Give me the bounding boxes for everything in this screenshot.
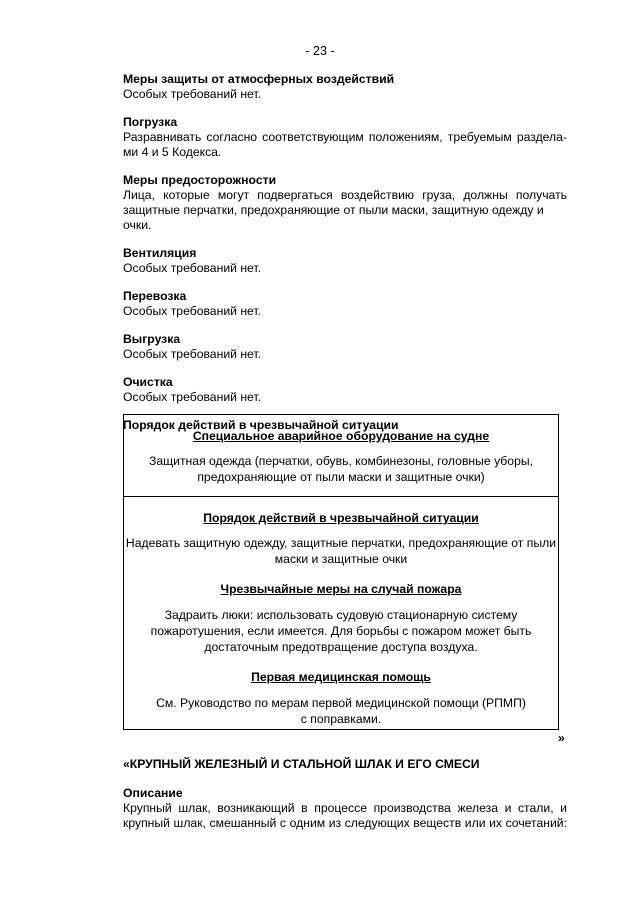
section-title: Вентиляция — [123, 246, 197, 260]
section-text: ми 4 и 5 Кодекса. — [123, 145, 222, 159]
section-text: Особых требований нет. — [123, 347, 262, 361]
emergency-heading: Порядок действий в чрезвычайной ситуации — [123, 418, 399, 432]
first-aid-text: См. Руководство по мерам первой медицинской помощи (РПМП) — [156, 696, 526, 710]
section-title: Выгрузка — [123, 332, 181, 346]
description-text: Крупный шлак, возникающий в процессе производства железа и стали, и — [123, 801, 567, 815]
equipment-panel — [124, 415, 558, 497]
equipment-text: предохраняющие от пыли маски и защитные очки) — [197, 470, 485, 484]
fire-text: пожаротушения, если имеется. Для борьбы с пожаром может быть — [150, 624, 532, 638]
procedure-text: Надевать защитную одежду, защитные перчатки, предохраняющие от пыли — [125, 536, 557, 550]
section-text: Лица, которые могут подвергаться воздействию груза, должны получать — [123, 188, 567, 202]
first-aid-text: с поправками. — [300, 712, 382, 726]
section-title: Меры предосторожности — [123, 173, 277, 187]
equipment-heading: Специальное аварийное оборудование на судне — [192, 429, 490, 443]
section-text: Особых требований нет. — [123, 390, 262, 404]
section-title: Перевозка — [123, 289, 187, 303]
section-text: защитные перчатки, предохраняющие от пыли маски, защитную одежду и очки. — [123, 203, 544, 232]
fire-text: достаточным предотвращение доступа воздуха. — [204, 640, 478, 654]
description-text: крупный шлак, смешанный с одним из следующих веществ или их сочетаний: — [123, 816, 567, 830]
fire-heading: Чрезвычайные меры на случай пожара — [220, 582, 462, 596]
description-title: Описание — [123, 786, 183, 800]
section-text: Особых требований нет. — [123, 261, 262, 275]
first-aid-heading: Первая медицинская помощь — [251, 670, 431, 684]
section-title: Меры защиты от атмосферных воздействий — [123, 72, 395, 86]
section-ventilation — [123, 246, 567, 276]
closing-quote: » — [558, 731, 565, 745]
cargo-entry — [123, 757, 567, 831]
procedure-heading: Порядок действий в чрезвычайной ситуации — [203, 511, 479, 525]
procedures-panel — [124, 497, 558, 727]
section-discharge — [123, 332, 567, 362]
section-title: Очистка — [123, 375, 173, 389]
section-carriage — [123, 289, 567, 319]
section-title: Погрузка — [123, 115, 178, 129]
cargo-title: «КРУПНЫЙ ЖЕЛЕЗНЫЙ И СТАЛЬНОЙ ШЛАК И ЕГО СМЕСИ — [123, 757, 480, 771]
emergency-box — [123, 414, 559, 730]
section-text: Разравнивать согласно соответствующим положениям, требуемым раздела- — [123, 130, 567, 144]
page-number: - 23 - — [305, 44, 335, 58]
section-weather — [123, 72, 567, 102]
section-clean-up — [123, 375, 567, 405]
equipment-text: Защитная одежда (перчатки, обувь, комбинезоны, головные уборы, — [149, 454, 533, 468]
section-loading — [123, 115, 567, 160]
section-precautions — [123, 173, 567, 233]
fire-text: Задраить люки: использовать судовую стационарную систему — [164, 608, 518, 622]
section-text: Особых требований нет. — [123, 304, 262, 318]
requirements-sections — [123, 72, 567, 433]
section-text: Особых требований нет. — [123, 87, 262, 101]
procedure-text: маски и защитные очки — [274, 552, 408, 566]
